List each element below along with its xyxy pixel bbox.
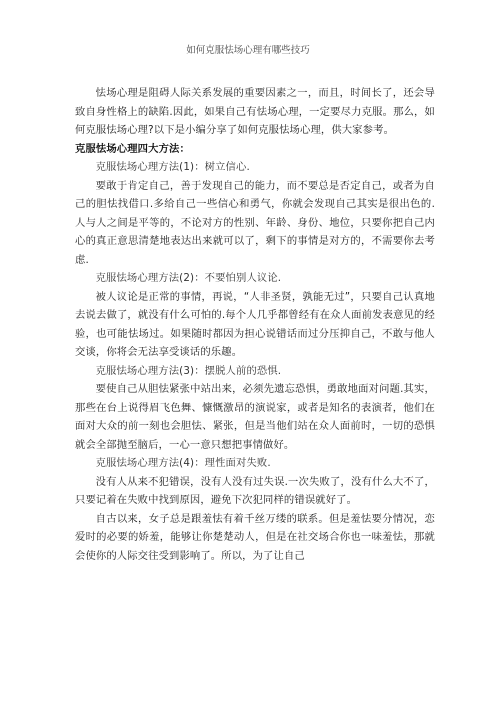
method-1-paragraph: 要敢于肯定自己，善于发现自己的能力，而不要总是否定自己，或者为自己的胆怯找借口.多给自己一些信心和勇气，你就会发现自己其实是很出色的.人与人之间是平等的，不论对方的性别、年龄、身份、地位，只要你把自己内心的真正意思清楚地表达出来就可以了，剩下的事情是对方的，不需要你去考虑.: [75, 179, 435, 266]
closing-paragraph: 自古以来，女子总是跟羞怯有着千丝万缕的联系。但是羞怯要分情况，恋爱时的必要的娇羞，能够让你楚楚动人，但是在社交场合你也一味羞怯，那就会使你的人际交往受到影响了。所以，为了让自己: [75, 512, 435, 562]
document-title: 如何克服怯场心理有哪些技巧: [186, 45, 310, 56]
section-heading: 克服怯场心理四大方法：: [75, 142, 190, 155]
method-4-title: 克服怯场心理方法(4)：理性面对失败.: [95, 457, 271, 469]
method-3-paragraph: 要使自己从胆怯紧张中站出来，必须先遗忘恐惧，勇敢地面对问题.其实，那些在台上说得眉飞色舞、慷慨激昂的演说家，或者是知名的表演者，他们在面对大众的前一刻也会胆怯、紧张，但是当他们站在众人面前时，一切的恐惧就会全部抛至脑后，一心一意只想把事情做好。: [75, 383, 435, 451]
method-2-title: 克服怯场心理方法(2)：不要怕别人议论.: [95, 272, 282, 284]
method-1-title: 克服怯场心理方法(1)：树立信心.: [95, 161, 250, 173]
method-4-paragraph: 没有人从来不犯错误，没有人没有过失误.一次失败了，没有什么大不了，只要记着在失败中找到原因，避免下次犯同样的错误就好了。: [75, 475, 435, 506]
method-3-title: 克服怯场心理方法(3)：摆脱人前的恐惧.: [95, 364, 282, 377]
intro-paragraph: 怯场心理是阻碍人际关系发展的重要因素之一，而且，时间长了，还会导致自身性格上的缺陷.因此，如果自己有怯场心理，一定要尽力克服。那么，如何克服怯场心理?以下是小编分享了如何克服怯场心理，供大家参考。: [75, 87, 435, 136]
method-2-paragraph: 被人议论是正常的事情，再说，“人非圣贤，孰能无过”，只要自己认真地去说去做了，就没有什么可怕的.每个人几乎都曾经有在众人面前发表意见的经验，也可能怯场过。如果随时都因为担心说错话而过分压抑自己，不敢与他人交谈，你将会无法享受谈话的乐趣。: [75, 290, 435, 358]
document-body: [75, 84, 435, 565]
